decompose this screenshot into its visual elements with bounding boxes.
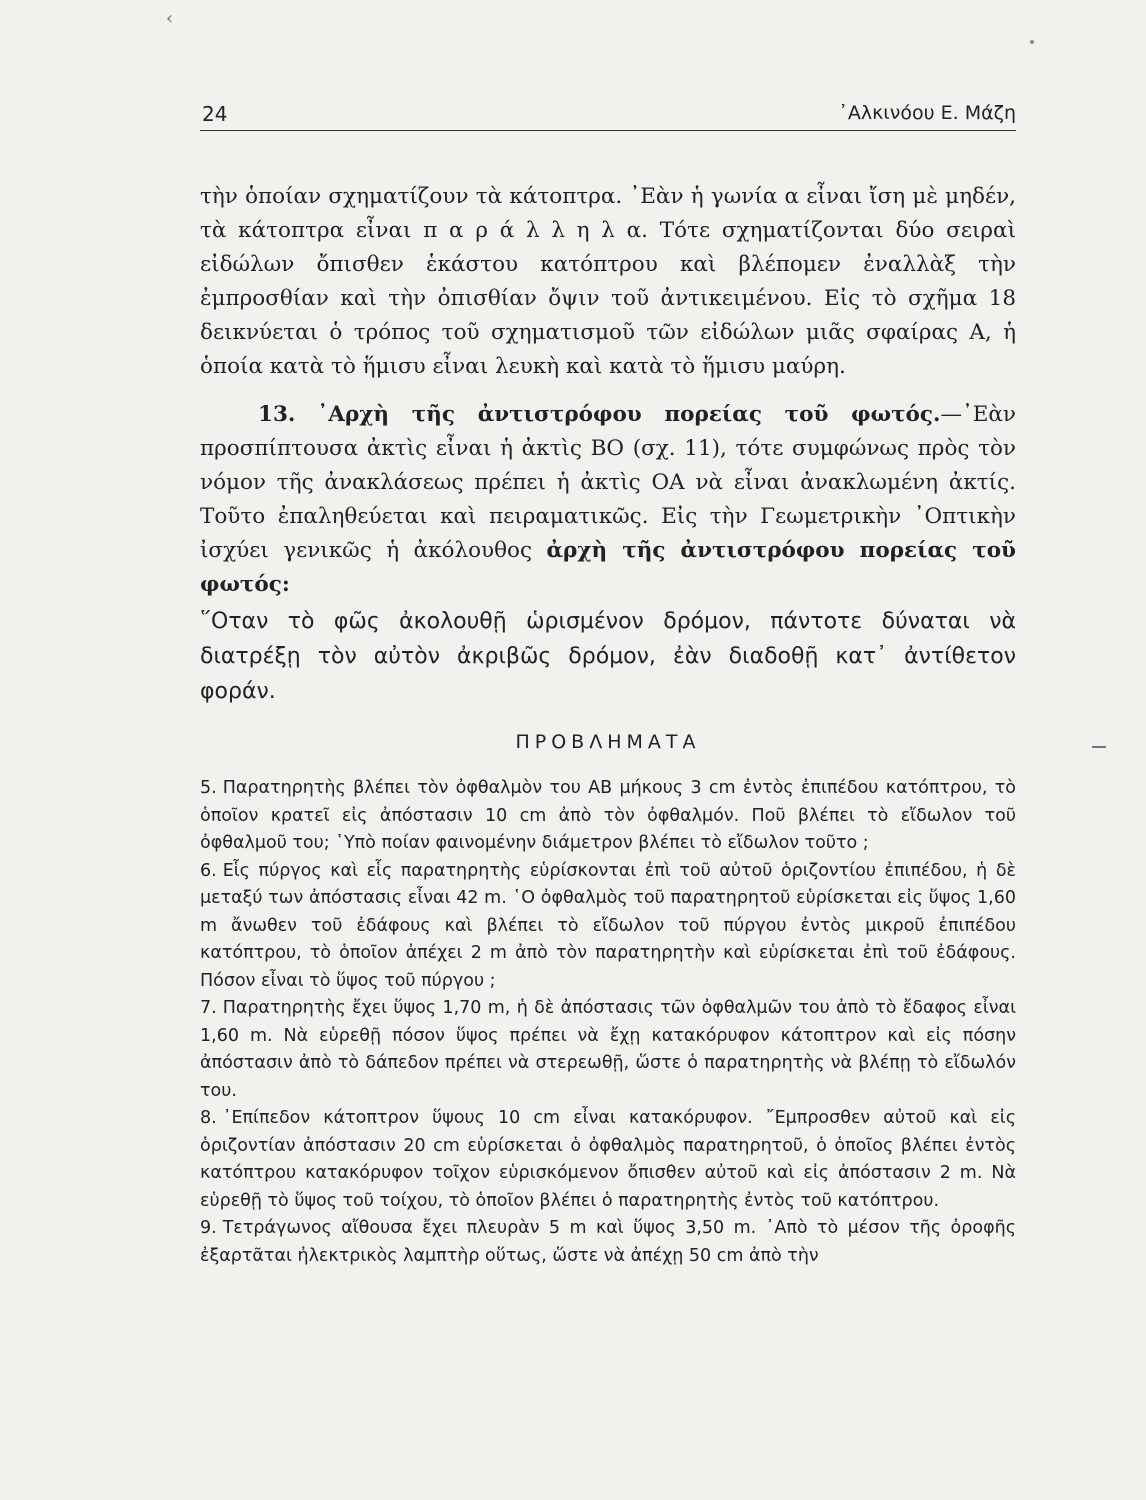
problem-text: Τετράγωνος αἴθουσα ἔχει πλευρὰν 5 m καὶ ὕψος 3,50 m. ᾿Απὸ τὸ μέσον τῆς ὀροφῆς ἐξαρτᾶται ἠλεκτρικὸς λαμπτὴρ οὕτως, ὥστε νὰ ἀπέχῃ 50 cm ἀπὸ τὴν <box>200 1218 1016 1266</box>
section-number: 13. <box>258 402 296 427</box>
principle-statement: ῞Οταν τὸ φῶς ἀκολουθῇ ὡρισμένον δρόμον, πάντοτε δύναται νὰ διατρέξῃ τὸν αὐτὸν ἀκριβῶς δρόμον, ἐὰν διαδοθῇ κατ᾿ ἀντίθετον φοράν. <box>200 609 1016 704</box>
scan-mark <box>1092 746 1106 748</box>
principle-label: ἀρχὴ τῆς ἀντιστρόφου πορείας τοῦ φωτός: <box>200 538 1016 597</box>
problem-text: Παρατηρητὴς βλέπει τὸν ὀφθαλμὸν του ΑΒ μήκους 3 cm ἐντὸς ἐπιπέδου κατόπτρου, τὸ ὁποῖον κρατεῖ εἰς ἀπόστασιν 10 cm ἀπὸ τὸν ὀφθαλμόν. Ποῦ βλέπει τὸ εἴδωλον τοῦ ὀφθαλμοῦ του; ῾Υπὸ ποίαν φαινομένην διάμετρον βλέπει τὸ εἴδωλον τοῦτο ; <box>200 778 1016 853</box>
section-title: ᾿Αρχὴ τῆς ἀντιστρόφου πορείας τοῦ φωτός. <box>317 402 941 427</box>
problem-item <box>200 1215 1016 1270</box>
problem-number: 7. <box>200 998 217 1018</box>
problem-number: 5. <box>200 778 217 798</box>
problem-text: Εἷς πύργος καὶ εἷς παρατηρητὴς εὑρίσκονται ἐπὶ τοῦ αὐτοῦ ὁριζοντίου ἐπιπέδου, ἡ δὲ μεταξύ των ἀπόστασις εἶναι 42 m. ῾Ο ὀφθαλμὸς τοῦ παρατηρητοῦ εὑρίσκεται εἰς ὕψος 1,60 m ἄνωθεν τοῦ ἐδάφους καὶ βλέπει τὸ εἴδωλον τοῦ πύργου ἐντὸς μικροῦ ἐπιπέδου κατόπτρου, τὸ ὁποῖον ἀπέχει 2 m ἀπὸ τὸν παρατηρητὴν καὶ εὑρίσκεται ἐπὶ τοῦ ἐδάφους. Πόσον εἶναι τὸ ὕψος τοῦ πύργου ; <box>200 860 1016 991</box>
paragraph-continuation: τὴν ὁποίαν σχηματίζουν τὰ κάτοπτρα. ᾿Εὰν ἡ γωνία α εἶναι ἴση μὲ μηδέν, τὰ κάτοπτρα εἶναι π α ρ ά λ λ η λ α. Τότε σχηματίζονται δύο σειραὶ εἰδώλων ὄπισθεν ἑκάστου κατόπτρου καὶ βλέπομεν ἐναλλὰξ τὴν ἐμπροσθίαν καὶ τὴν ὀπισθίαν ὄψιν τοῦ ἀντικειμένου. Εἰς τὸ σχῆμα 18 δεικνύεται ὁ τρόπος τοῦ σχηματισμοῦ τῶν εἰδώλων μιᾶς σφαίρας Α, ἡ ὁποία κατὰ τὸ ἥμισυ εἶναι λευκὴ καὶ κατὰ τὸ ἥμισυ μαύρη. <box>200 184 1016 379</box>
page-number: 24 <box>202 102 228 126</box>
scan-speck <box>1030 40 1034 44</box>
problems-heading: ΠΡΟΒΛΗΜΑΤΑ <box>515 731 701 753</box>
problem-item <box>200 775 1016 858</box>
problem-number: 6. <box>200 860 217 881</box>
section-text: —᾿Εὰν προσπίπτουσα ἀκτὶς εἶναι ἡ ἀκτὶς ΒΟ (σχ. 11), τότε συμφώνως πρὸς τὸν νόμον τῆς ἀνακλάσεως πρέπει ἡ ἀκτὶς ΟΑ νὰ εἶναι ἀνακλωμένη ἀκτίς. Τοῦτο ἐπαληθεύεται καὶ πειραματικῶς. Εἰς τὴν Γεωμετρικὴν ᾿Οπτικὴν ἰσχύει γενικῶς ἡ ἀκόλουθος <box>200 402 1016 563</box>
problem-text: ᾿Επίπεδον κάτοπτρον ὕψους 10 cm εἶναι κατακόρυφον. ῎Εμπροσθεν αὐτοῦ καὶ εἰς ὁριζοντίαν ἀπόστασιν 20 cm εὑρίσκεται ὁ ὀφθαλμὸς παρατηρητοῦ, ὁ ὁποῖος βλέπει ἐντὸς κατόπτρου κατακόρυφον τοῖχον εὑρισκόμενον ὄπισθεν αὐτοῦ καὶ εἰς ἀπόστασιν 2 m. Νὰ εὑρεθῇ τὸ ὕψος τοῦ τοίχου, τὸ ὁποῖον βλέπει ὁ παρατηρητὴς ἐντὸς τοῦ κατόπτρου. <box>200 1108 1016 1211</box>
problem-item <box>200 995 1016 1105</box>
problem-text: Παρατηρητὴς ἔχει ὕψος 1,70 m, ἡ δὲ ἀπόστασις τῶν ὀφθαλμῶν του ἀπὸ τὸ ἔδαφος εἶναι 1,60 m. Νὰ εὑρεθῇ πόσον ὕψος πρέπει νὰ ἔχῃ κατακόρυφον κάτοπτρον καὶ εἰς πόσην ἀπόστασιν ἀπὸ τὸ δάπεδον πρέπει νὰ στερεωθῇ, ὥστε ὁ παρατηρητὴς νὰ βλέπῃ τὸ εἴδωλόν του. <box>200 998 1016 1101</box>
margin-mark: ‹ <box>166 8 174 29</box>
problem-number: 9. <box>200 1218 217 1238</box>
problem-item <box>200 858 1016 996</box>
problem-number: 8. <box>200 1108 217 1128</box>
problem-item <box>200 1105 1016 1215</box>
page-header <box>200 98 1016 131</box>
body-text <box>200 180 1016 1270</box>
section-13 <box>200 398 1016 602</box>
running-head: ᾿Αλκινόου Ε. Μάζη <box>838 102 1016 124</box>
